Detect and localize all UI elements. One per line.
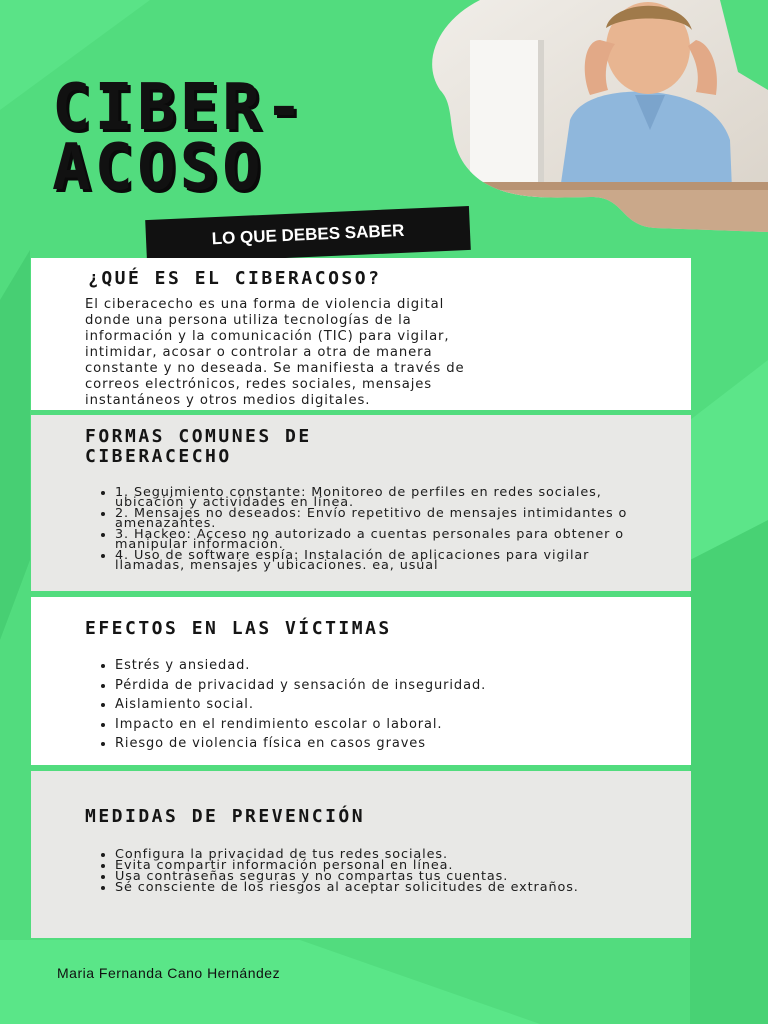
- list-item: • Configura la privacidad de tus redes sociales.: [115, 849, 655, 860]
- list-item: • 1. Seguimiento constante: Monitoreo de perfiles en redes sociales, ubicación y actividades en línea.: [115, 487, 655, 508]
- author-name: Maria Fernanda Cano Hernández: [57, 965, 281, 981]
- section-effects-heading: EFECTOS EN LAS VÍCTIMAS: [85, 618, 392, 639]
- text-line: información y la comunicación (TIC) para vigilar,: [85, 329, 450, 344]
- section-common-forms: [31, 415, 691, 591]
- text-line: intimidar, acosar o controlar a otra de manera: [85, 345, 433, 360]
- common-forms-list: [85, 487, 655, 571]
- list-item: • Pérdida de privacidad y sensación de inseguridad.: [115, 676, 671, 696]
- text-line: instantáneos y otros medios digitales.: [85, 393, 371, 408]
- list-item: • Impacto en el rendimiento escolar o laboral.: [115, 715, 671, 735]
- list-item: • 4. Uso de software espía: Instalación de aplicaciones para vigilar llamadas, mensajes y ubicaciones. ea, usual: [115, 550, 655, 571]
- list-item: • Usa contraseñas seguras y no compartas tus cuentas.: [115, 871, 655, 882]
- text-line: correos electrónicos, redes sociales, mensajes: [85, 377, 433, 392]
- list-item: • Aislamiento social.: [115, 695, 671, 715]
- title-line-2: ACOSO: [52, 131, 265, 205]
- list-item: • 2. Mensajes no deseados: Envío repetitivo de mensajes intimidantes o amenazantes.: [115, 508, 655, 529]
- text-line: El ciberacecho es una forma de violencia digital: [85, 297, 445, 312]
- effects-list: [85, 656, 671, 754]
- page-title: [52, 71, 308, 205]
- list-item: • 3. Hackeo: Acceso no autorizado a cuentas personales para obtener o manipular información.: [115, 529, 655, 550]
- section-what-is-text: [85, 297, 671, 409]
- subtitle-banner: LO QUE DEBES SABER: [145, 206, 471, 264]
- section-effects: [31, 597, 691, 765]
- text-line: donde una persona utiliza tecnologías de la: [85, 313, 412, 328]
- section-what-is-heading: ¿QUÉ ES EL CIBERACOSO?: [88, 268, 382, 289]
- section-prevention: [31, 771, 691, 938]
- title-line-1: CIBER-: [52, 71, 308, 145]
- section-what-is: [31, 258, 691, 410]
- section-prevention-heading: MEDIDAS DE PREVENCIÓN: [85, 806, 366, 827]
- list-item: • Estrés y ansiedad.: [115, 656, 671, 676]
- list-item: • Riesgo de violencia física en casos graves: [115, 734, 671, 754]
- photo-child-distressed: [420, 0, 768, 232]
- list-item: • Evita compartir información personal en línea.: [115, 860, 655, 871]
- text-line: constante y no deseada. Se manifiesta a través de: [85, 361, 465, 376]
- list-item: • Sé consciente de los riesgos al aceptar solicitudes de extraños.: [115, 882, 655, 893]
- prevention-list: [85, 849, 655, 893]
- section-common-forms-heading: FORMAS COMUNES DE CIBERACECHO: [85, 426, 312, 467]
